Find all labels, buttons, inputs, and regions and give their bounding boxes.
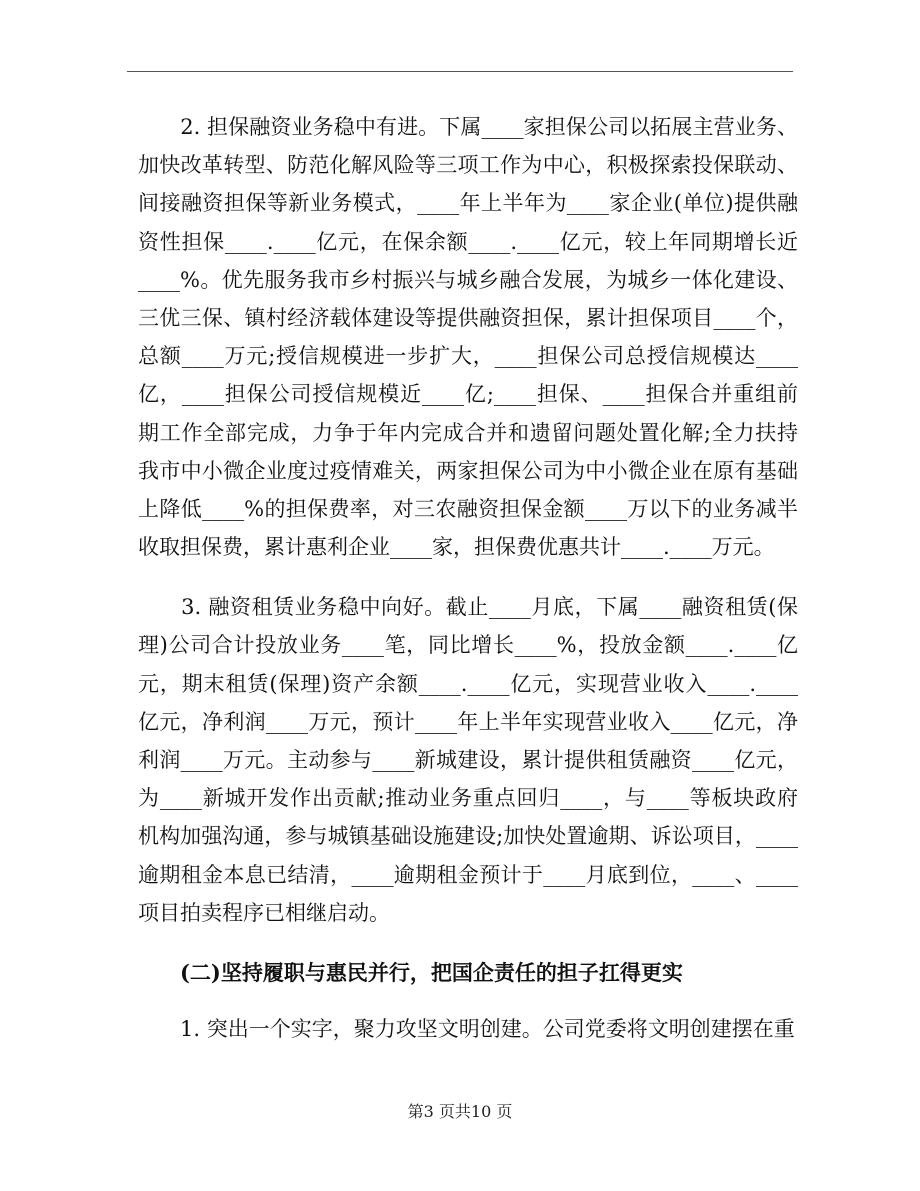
paragraph-guarantee — [138, 108, 798, 566]
text-line: 为____新城开发作出贡献;推动业务重点回归____，与____等板块政府 — [138, 786, 798, 811]
text-line: 元，期末租赁(保理)资产余额____.____亿元，实现营业收入____.____ — [138, 671, 798, 696]
page-number: 第3 页共10 页 — [407, 1102, 513, 1121]
document-body — [138, 108, 798, 1048]
text-line: 理)公司合计投放业务____笔，同比增长____%，投放金额____.____亿 — [138, 633, 798, 658]
text-line: 加快改革转型、防范化解风险等三项工作为中心，积极探索投保联动、 — [138, 153, 798, 178]
header-rule — [127, 71, 793, 72]
text-line: 三优三保、镇村经济载体建设等提供融资担保，累计担保项目____个， — [138, 305, 798, 330]
text-line: 间接融资担保等新业务模式，____年上半年为____家企业(单位)提供融 — [138, 191, 798, 216]
paragraph-spacer — [138, 566, 798, 588]
text-line: ____%。优先服务我市乡村振兴与城乡融合发展，为城乡一体化建设、 — [138, 267, 798, 292]
paragraph-leasing — [138, 588, 798, 932]
section-heading: (二)坚持履职与惠民并行，把国企责任的担子扛得更实 — [138, 959, 683, 985]
text-line: 1. 突出一个实字，聚力攻坚文明创建。公司党委将文明创建摆在重 — [138, 1017, 795, 1042]
text-line: 总额____万元;授信规模进一步扩大，____担保公司总授信规模达____ — [138, 344, 798, 369]
paragraph-spacer — [138, 932, 798, 954]
paragraph-spacer — [138, 992, 798, 1010]
text-line: 期工作全部完成，力争于年内完成合并和遗留问题处置化解;全力扶持 — [138, 420, 798, 445]
text-line: 3. 融资租赁业务稳中向好。截止____月底，下属____融资租赁(保 — [138, 595, 798, 620]
text-line: 收取担保费，累计惠利企业____家，担保费优惠共计____.____万元。 — [138, 535, 775, 560]
text-line: 项目拍卖程序已相继启动。 — [138, 900, 390, 925]
text-line: 机构加强沟通，参与城镇基础设施建设;加快处置逾期、诉讼项目，____ — [138, 824, 798, 849]
text-line: 资性担保____.____亿元，在保余额____.____亿元，较上年同期增长近 — [138, 229, 798, 254]
text-line: 上降低____%的担保费率，对三农融资担保金额____万以下的业务减半 — [138, 496, 798, 521]
text-line: 逾期租金本息已结清，____逾期租金预计于____月底到位，____、____ — [138, 862, 798, 887]
text-line: 亿元，净利润____万元，预计____年上半年实现营业收入____亿元，净 — [138, 709, 798, 734]
text-line: 2. 担保融资业务稳中有进。下属____家担保公司以拓展主营业务、 — [138, 115, 798, 139]
text-line: 利润____万元。主动参与____新城建设，累计提供租赁融资____亿元， — [138, 748, 798, 772]
text-line: 我市中小微企业度过疫情难关，两家担保公司为中小微企业在原有基础 — [138, 458, 798, 483]
text-line: 亿，____担保公司授信规模近____亿;____担保、____担保合并重组前 — [138, 382, 798, 407]
